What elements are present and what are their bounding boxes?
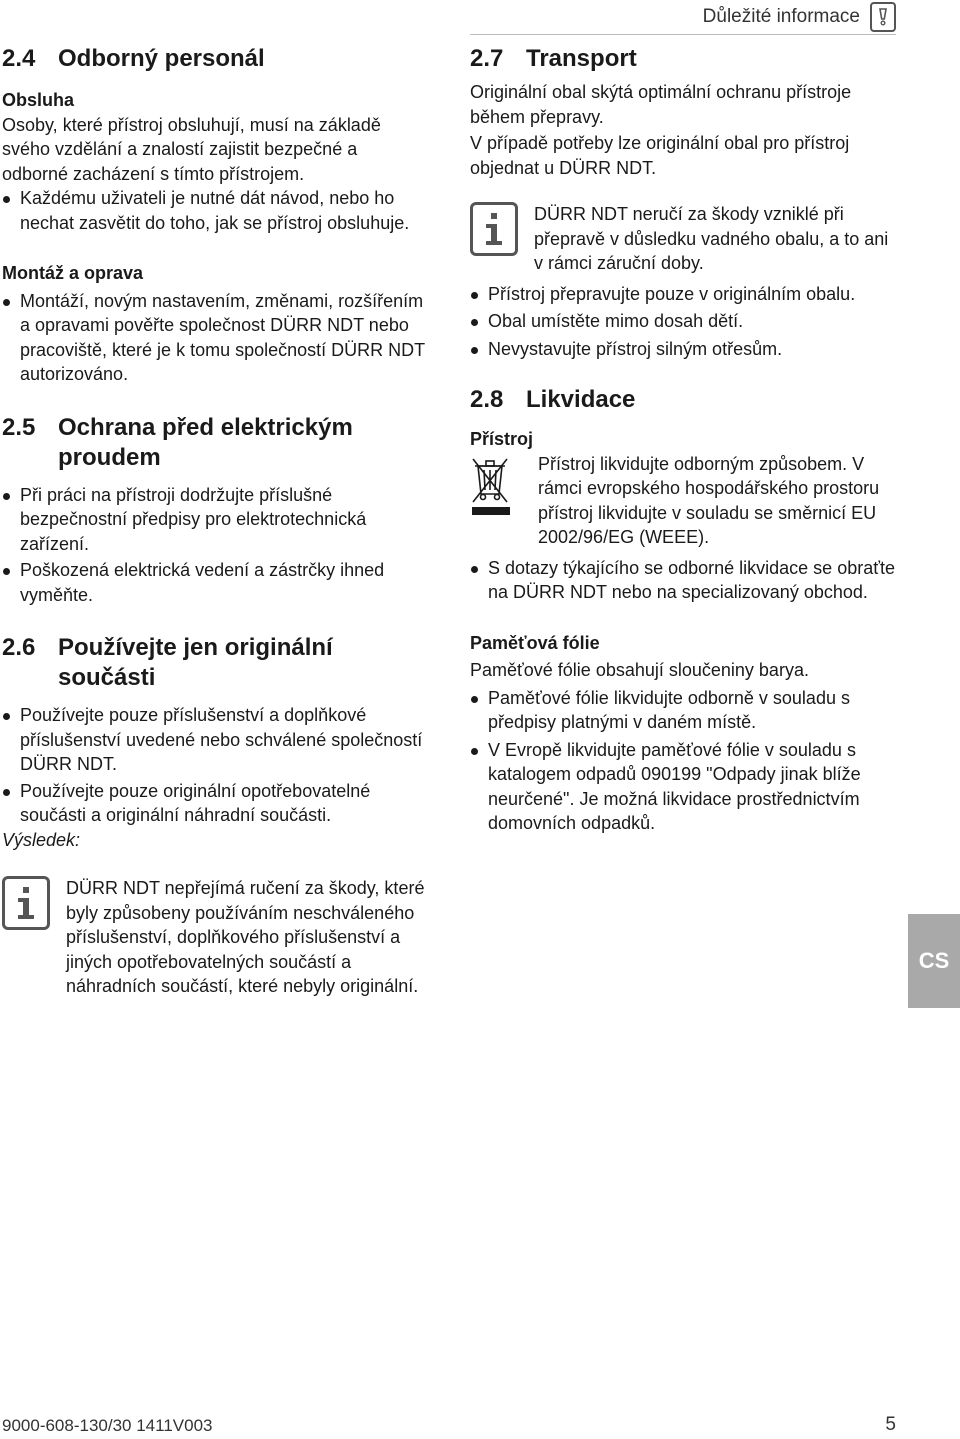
- page-header: [703, 2, 896, 32]
- section-heading-2-6: 2.6 Používejte jen originální součásti: [2, 634, 333, 691]
- bullet-list: [470, 282, 898, 362]
- bullet-list: [470, 556, 898, 605]
- list-item: Montáží, novým nastavením, změnami, rozšířením a opravami pověřte společnost DÜRR NDT nebo pracoviště, které je k tomu společností DÜRR NDT autorizováno.: [2, 289, 427, 387]
- info-icon: [470, 202, 518, 256]
- info-note: [470, 202, 898, 276]
- paragraph-folie: Paměťové fólie obsahují sloučeniny barya.: [470, 660, 809, 680]
- list-item: Přístroj přepravujte pouze v originálním obalu.: [470, 282, 898, 307]
- subheading-pristroj: Přístroj: [470, 429, 534, 449]
- bullet-list: [2, 483, 427, 608]
- list-item: Používejte pouze příslušenství a doplňkové příslušenství uvedené nebo schválené společností DÜRR NDT.: [2, 703, 427, 777]
- list-item: Paměťové fólie likvidujte odborně v souladu s předpisy platnými v daném místě.: [470, 686, 898, 735]
- bullet-list: [2, 703, 427, 828]
- list-item: Nevystavujte přístroj silným otřesům.: [470, 337, 898, 362]
- list-item: Každému uživateli je nutné dát návod, nebo ho nechat zasvětit do toho, jak se přístroj obsluhuje.: [2, 186, 427, 235]
- document-id: 9000-608-130/30 1411V003: [2, 1416, 213, 1435]
- section-heading-2-4: 2.4 Odborný personál: [2, 45, 265, 72]
- subheading-pametova-folie: Paměťová fólie: [470, 632, 600, 653]
- page-number: 5: [885, 1414, 896, 1435]
- language-tab: CS: [908, 914, 960, 1008]
- paragraph-transport-1: Originální obal skýtá optimální ochranu přístroje během přepravy.: [470, 82, 852, 127]
- weee-note: [470, 452, 898, 550]
- right-column: [470, 44, 898, 836]
- subheading-obsluha: Obsluha: [2, 90, 75, 110]
- paragraph-transport-2: V případě potřeby lze originální obal pro přístroj objednat u DÜRR NDT.: [470, 133, 850, 178]
- note-text: DÜRR NDT neručí za škody vzniklé při přepravě v důsledku vadného obalu, a to ani v rámci záruční doby.: [534, 204, 889, 273]
- result-label: Výsledek:: [2, 829, 81, 850]
- info-icon: [2, 876, 50, 930]
- section-heading-2-8: 2.8 Likvidace: [470, 386, 636, 413]
- header-title: Důležité informace: [702, 6, 860, 27]
- header-rule: [470, 34, 896, 35]
- note-text: DÜRR NDT nepřejímá ručení za škody, které byly způsobeny používáním neschváleného příslušenství, doplňkového příslušenství a jiných opotřebovatelných součástí a náhradních součástí, které nebyly originální.: [66, 878, 425, 996]
- warning-icon: [870, 2, 896, 32]
- list-item: Obal umístěte mimo dosah dětí.: [470, 309, 898, 334]
- section-heading-2-5: 2.5 Ochrana před elektrickým proudem: [2, 413, 353, 471]
- section-heading-2-7: 2.7 Transport: [470, 45, 637, 72]
- crossed-bin-icon: [470, 452, 516, 550]
- list-item: Poškozená elektrická vedení a zástrčky ihned vyměňte.: [2, 558, 427, 607]
- list-item: S dotazy týkajícího se odborné likvidace se obraťte na DÜRR NDT nebo na specializovaný obchod.: [470, 556, 898, 605]
- left-column: [2, 44, 427, 999]
- bullet-list: [2, 186, 427, 235]
- paragraph-obsluha: Osoby, které přístroj obsluhují, musí na základě svého vzdělání a znalostí zajistit bezpečné a odborné zacházení s tímto přístrojem.: [2, 114, 381, 184]
- list-item: V Evropě likvidujte paměťové fólie v souladu s katalogem odpadů 090199 "Odpady jinak blíže neurčené". Je možná likvidace prostřednictvím domovních odpadků.: [470, 738, 898, 836]
- subheading-montaz: Montáž a oprava: [2, 263, 144, 283]
- info-note: [2, 876, 427, 999]
- weee-text: Přístroj likvidujte odborným způsobem. V rámci evropského hospodářského prostoru přístroj likvidujte v souladu se směrnicí EU 2002/96/EG (WEEE).: [538, 453, 880, 547]
- list-item: Používejte pouze originální opotřebovatelné součásti a originální náhradní součásti.: [2, 779, 427, 828]
- bullet-list: [470, 686, 898, 836]
- list-item: Při práci na přístroji dodržujte příslušné bezpečnostní předpisy pro elektrotechnická zařízení.: [2, 483, 427, 557]
- bullet-list: [2, 289, 427, 387]
